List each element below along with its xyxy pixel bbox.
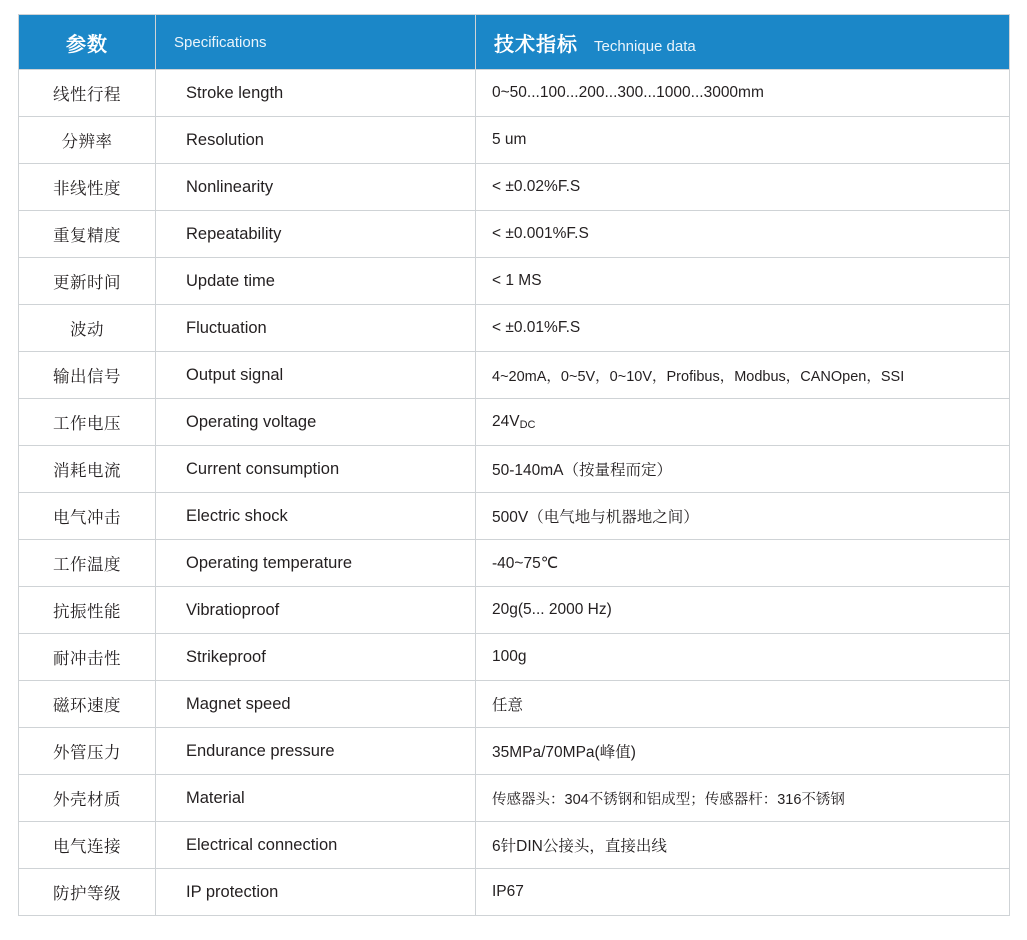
cell-technique-value: -40~75℃ [476, 540, 1010, 587]
cell-specification-en: Output signal [156, 352, 476, 399]
table-header-row [19, 15, 1010, 70]
table-row [19, 728, 1010, 775]
header-cell-technique-data [476, 15, 1010, 70]
cell-technique-value: 500V（电气地与机器地之间） [476, 493, 1010, 540]
cell-specification-en: Operating voltage [156, 399, 476, 446]
cell-technique-value: 任意 [476, 681, 1010, 728]
table-row [19, 493, 1010, 540]
header-technique-cn: 技术指标 [494, 33, 578, 56]
cell-technique-value: 24VDC [476, 399, 1010, 446]
cell-specification-en: Strikeproof [156, 634, 476, 681]
cell-specification-en: Magnet speed [156, 681, 476, 728]
cell-parameter-cn: 防护等级 [19, 869, 156, 916]
header-specifications-en: Specifications [174, 33, 267, 51]
table-row [19, 681, 1010, 728]
cell-specification-en: Material [156, 775, 476, 822]
cell-technique-value: 5 um [476, 117, 1010, 164]
header-parameter-cn: 参数 [66, 33, 108, 56]
cell-specification-en: Current consumption [156, 446, 476, 493]
table-row [19, 211, 1010, 258]
cell-parameter-cn: 消耗电流 [19, 446, 156, 493]
cell-technique-value: 4~20mA，0~5V，0~10V，Profibus，Modbus，CANOpen，SSI [476, 352, 1010, 399]
table-row [19, 775, 1010, 822]
cell-parameter-cn: 电气连接 [19, 822, 156, 869]
cell-specification-en: IP protection [156, 869, 476, 916]
cell-specification-en: Fluctuation [156, 305, 476, 352]
cell-parameter-cn: 外壳材质 [19, 775, 156, 822]
cell-specification-en: Electric shock [156, 493, 476, 540]
table-row [19, 70, 1010, 117]
cell-parameter-cn: 输出信号 [19, 352, 156, 399]
cell-technique-value: < 1 MS [476, 258, 1010, 305]
cell-technique-value: 传感器头：304不锈钢和铝成型；传感器杆：316不锈钢 [476, 775, 1010, 822]
cell-technique-value: 35MPa/70MPa(峰值) [476, 728, 1010, 775]
table-row [19, 117, 1010, 164]
cell-parameter-cn: 工作温度 [19, 540, 156, 587]
cell-technique-value: 50-140mA（按量程而定） [476, 446, 1010, 493]
table-row [19, 258, 1010, 305]
cell-specification-en: Electrical connection [156, 822, 476, 869]
cell-parameter-cn: 波动 [19, 305, 156, 352]
table-row [19, 446, 1010, 493]
table-header [19, 15, 1010, 70]
table-row [19, 352, 1010, 399]
cell-specification-en: Operating temperature [156, 540, 476, 587]
cell-parameter-cn: 工作电压 [19, 399, 156, 446]
table-row [19, 869, 1010, 916]
cell-specification-en: Resolution [156, 117, 476, 164]
cell-technique-value: 20g(5... 2000 Hz) [476, 587, 1010, 634]
cell-specification-en: Repeatability [156, 211, 476, 258]
cell-specification-en: Endurance pressure [156, 728, 476, 775]
table-body [19, 70, 1010, 916]
cell-parameter-cn: 磁环速度 [19, 681, 156, 728]
table-row [19, 634, 1010, 681]
cell-specification-en: Stroke length [156, 70, 476, 117]
table-row [19, 399, 1010, 446]
table-row [19, 305, 1010, 352]
header-technique-en: Technique data [594, 37, 696, 55]
cell-technique-value: < ±0.02%F.S [476, 164, 1010, 211]
cell-specification-en: Update time [156, 258, 476, 305]
cell-parameter-cn: 重复精度 [19, 211, 156, 258]
cell-parameter-cn: 抗振性能 [19, 587, 156, 634]
cell-specification-en: Vibratioproof [156, 587, 476, 634]
table-row [19, 164, 1010, 211]
cell-technique-value: IP67 [476, 869, 1010, 916]
cell-technique-value: < ±0.01%F.S [476, 305, 1010, 352]
cell-technique-value: < ±0.001%F.S [476, 211, 1010, 258]
cell-parameter-cn: 耐冲击性 [19, 634, 156, 681]
cell-parameter-cn: 电气冲击 [19, 493, 156, 540]
cell-technique-value: 100g [476, 634, 1010, 681]
cell-parameter-cn: 线性行程 [19, 70, 156, 117]
specifications-table [18, 14, 1010, 916]
cell-technique-value: 6针DIN公接头，直接出线 [476, 822, 1010, 869]
cell-parameter-cn: 分辨率 [19, 117, 156, 164]
header-cell-parameter [19, 15, 156, 70]
table-row [19, 540, 1010, 587]
table-row [19, 587, 1010, 634]
cell-specification-en: Nonlinearity [156, 164, 476, 211]
cell-technique-value: 0~50...100...200...300...1000...3000mm [476, 70, 1010, 117]
table-row [19, 822, 1010, 869]
cell-parameter-cn: 外管压力 [19, 728, 156, 775]
cell-parameter-cn: 非线性度 [19, 164, 156, 211]
header-cell-specifications [156, 15, 476, 70]
cell-parameter-cn: 更新时间 [19, 258, 156, 305]
